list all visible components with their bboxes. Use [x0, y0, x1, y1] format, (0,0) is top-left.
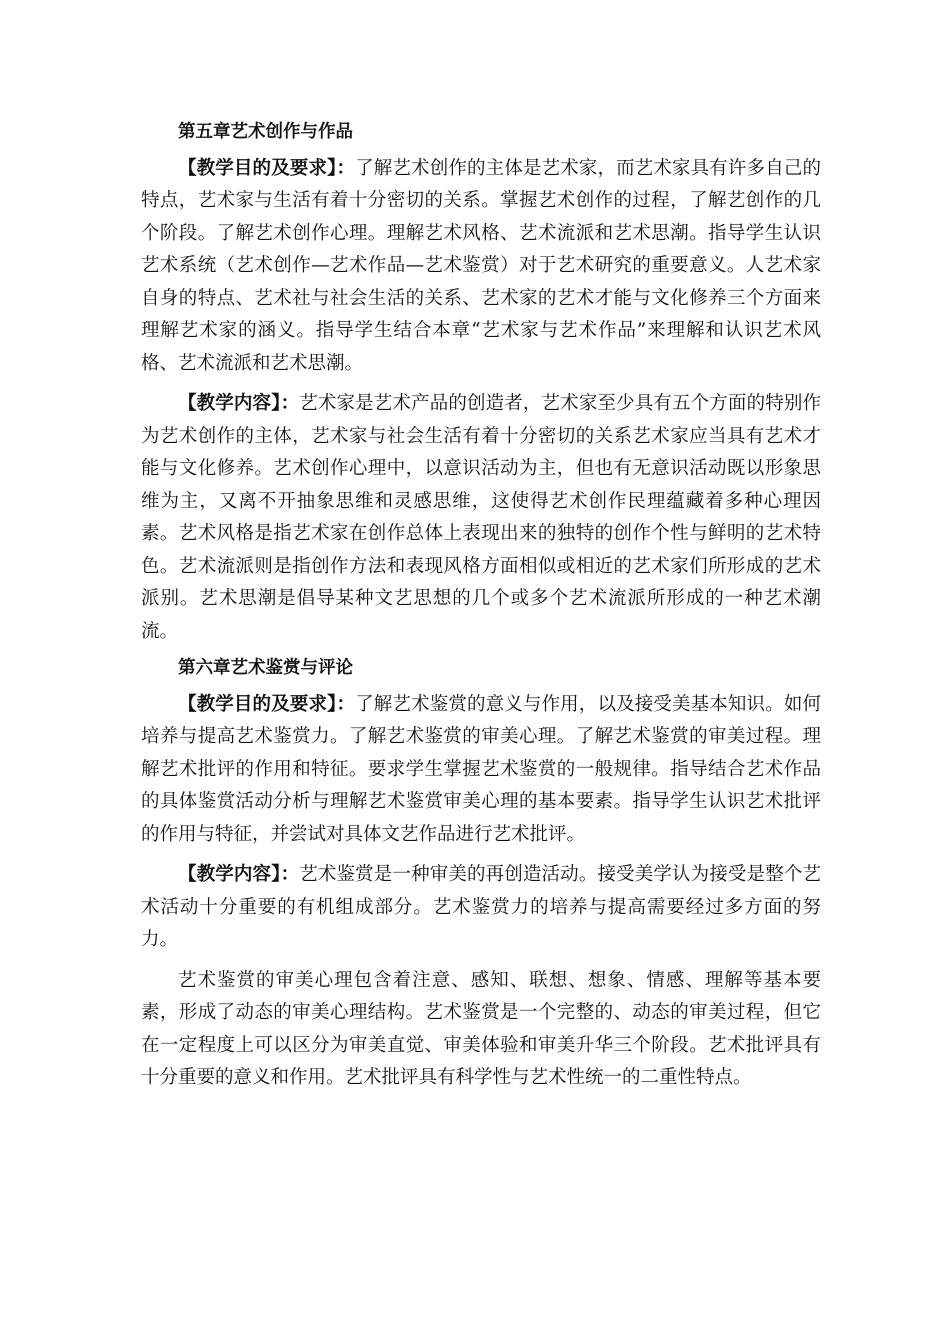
chapter-5-heading: 第五章艺术创作与作品	[178, 122, 353, 142]
chapter-5-content	[141, 388, 821, 648]
chapter-6-goals	[141, 689, 821, 852]
content-label: 【教学内容】：	[178, 864, 300, 885]
goals-text: 了解艺术鉴赏的意义与作用，以及接受美基本知识。如何培养与提高艺术鉴赏力。了解艺术鉴赏的审美心理。了解艺术鉴赏的审美过程。理解艺术批评的作用和特征。要求学生掌握艺术鉴赏的一般规律。指导结合艺术作品的具体鉴赏活动分析与理解艺术鉴赏审美心理的基本要素。指导学生认识艺术批评的作用与特征，并尝试对具体文艺作品进行艺术批评。	[141, 693, 821, 845]
chapter-6-extra-paragraph: 艺术鉴赏的审美心理包含着注意、感知、联想、想象、情感、理解等基本要素，形成了动态的审美心理结构。艺术鉴赏是一个完整的、动态的审美过程，但它在一定程度上可以区分为审美直觉、审美体验和审美升华三个阶段。艺术批评具有十分重要的意义和作用。艺术批评具有科学性与艺术性统一的二重性特点。	[141, 969, 821, 1088]
goals-label: 【教学目的及要求】：	[178, 693, 356, 715]
chapter-6-heading: 第六章艺术鉴赏与评论	[178, 658, 353, 678]
content-label: 【教学内容】：	[178, 393, 300, 414]
goals-text: 了解艺术创作的主体是艺术家，而艺术家具有许多自己的特点，艺术家与生活有着十分密切的关系。掌握艺术创作的过程，了解艺创作的几个阶段。了解艺术创作心理。理解艺术风格、艺术流派和艺术思潮。指导学生认识艺术系统（艺术创作—艺术作品—艺术鉴赏）对于艺术研究的重要意义。人艺术家自身的特点、艺术社与社会生活的关系、艺术家的艺术才能与文化修养三个方面来理解艺术家的涵义。指导学生结合本章“艺术家与艺术作品”来理解和认识艺术风格、艺术流派和艺术思潮。	[141, 157, 821, 374]
content-text: 艺术鉴赏是一种审美的再创造活动。接受美学认为接受是整个艺术活动十分重要的有机组成部分。艺术鉴赏力的培养与提高需要经过多方面的努力。	[141, 864, 821, 950]
chapter-6-content	[141, 859, 821, 957]
content-text: 艺术家是艺术产品的创造者，艺术家至少具有五个方面的特别作为艺术创作的主体，艺术家与社会生活有着十分密切的关系艺术家应当具有艺术才能与文化修养。艺术创作心理中，以意识活动为主，但也有无意识活动既以形象思维为主，又离不开抽象思维和灵感思维，这使得艺术创作民理蕴藏着多种心理因素。艺术风格是指艺术家在创作总体上表现出来的独特的创作个性与鲜明的艺术特色。艺术流派则是指创作方法和表现风格方面相似或相近的艺术家们所形成的艺术派别。艺术思潮是倡导某种文艺思想的几个或多个艺术流派所形成的一种艺术潮流。	[141, 393, 821, 642]
goals-label: 【教学目的及要求】：	[178, 157, 356, 179]
chapter-5-goals	[141, 153, 821, 381]
document-page	[141, 116, 821, 1099]
